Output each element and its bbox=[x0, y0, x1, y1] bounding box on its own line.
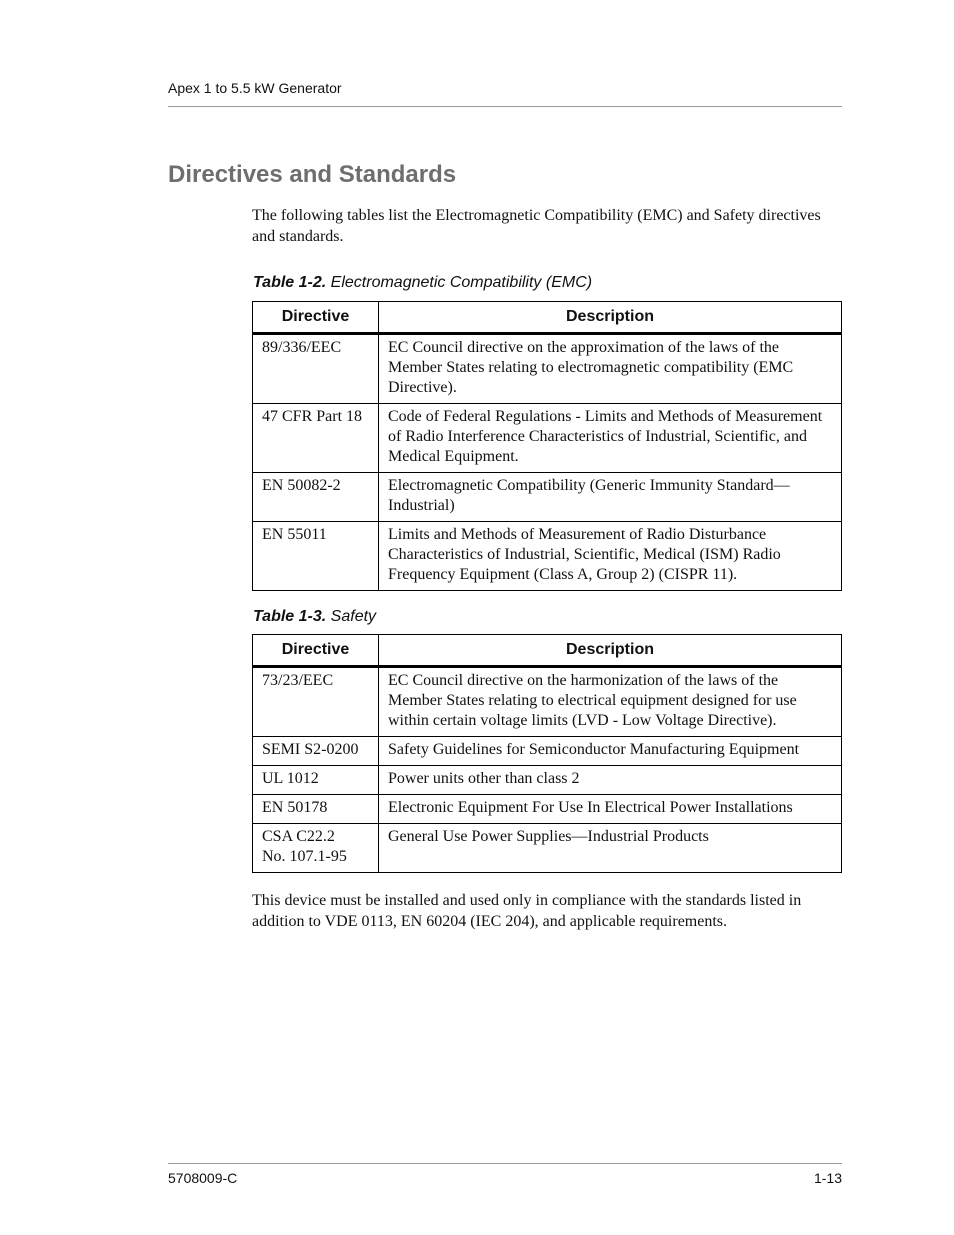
table-row bbox=[253, 766, 842, 795]
table-emc bbox=[252, 301, 842, 591]
table-row bbox=[253, 473, 842, 522]
table-safety bbox=[252, 634, 842, 873]
description-cell: Electronic Equipment For Use In Electrical Power Installations bbox=[379, 795, 842, 824]
section-title: Directives and Standards bbox=[168, 161, 457, 188]
directive-cell: EN 50178 bbox=[253, 795, 379, 824]
document-number: 5708009-C bbox=[168, 1170, 238, 1186]
column-header-description: Description bbox=[379, 635, 842, 667]
directive-cell: 89/336/EEC bbox=[253, 334, 379, 404]
directive-cell: 47 CFR Part 18 bbox=[253, 404, 379, 473]
table-emc-caption-number: Table 1-2. bbox=[253, 274, 327, 291]
directive-cell: EN 55011 bbox=[253, 522, 379, 591]
intro-paragraph: The following tables list the Electromagnetic Compatibility (EMC) and Safety directives and standards. bbox=[252, 207, 821, 245]
table-row bbox=[253, 737, 842, 766]
directive-cell: UL 1012 bbox=[253, 766, 379, 795]
directive-cell: 73/23/EEC bbox=[253, 667, 379, 737]
running-header: Apex 1 to 5.5 kW Generator bbox=[168, 80, 342, 96]
column-header-directive: Directive bbox=[253, 302, 379, 334]
directive-cell: CSA C22.2 No. 107.1-95 bbox=[253, 824, 379, 873]
description-cell: Code of Federal Regulations - Limits and Methods of Measurement of Radio Interference Characteristics of Industrial, Scientific, and Medical Equipment. bbox=[379, 404, 842, 473]
table-header-row bbox=[253, 302, 842, 334]
page-number: 1-13 bbox=[813, 1170, 842, 1186]
table-row bbox=[253, 667, 842, 737]
table-row bbox=[253, 522, 842, 591]
description-cell: Power units other than class 2 bbox=[379, 766, 842, 795]
table-safety-caption-text: Safety bbox=[330, 608, 377, 625]
table-emc-caption bbox=[253, 274, 592, 292]
description-cell: Limits and Methods of Measurement of Radio Disturbance Characteristics of Industrial, Scientific, Medical (ISM) Radio Frequency Equipment (Class A, Group 2) (CISPR 11). bbox=[379, 522, 842, 591]
directive-cell: EN 50082-2 bbox=[253, 473, 379, 522]
table-emc-caption-text: Electromagnetic Compatibility (EMC) bbox=[330, 274, 593, 291]
description-cell: Safety Guidelines for Semiconductor Manufacturing Equipment bbox=[379, 737, 842, 766]
description-cell: EC Council directive on the harmonization of the laws of the Member States relating to electrical equipment designed for use within certain voltage limits (LVD - Low Voltage Directive). bbox=[379, 667, 842, 737]
compliance-note: This device must be installed and used only in compliance with the standards listed in addition to VDE 0113, EN 60204 (IEC 204), and applicable requirements. bbox=[252, 892, 802, 930]
footer-rule bbox=[168, 1163, 842, 1164]
column-header-description: Description bbox=[379, 302, 842, 334]
description-cell: Electromagnetic Compatibility (Generic Immunity Standard—Industrial) bbox=[379, 473, 842, 522]
description-cell: EC Council directive on the approximation of the laws of the Member States relating to electromagnetic compatibility (EMC Directive). bbox=[379, 334, 842, 404]
table-row bbox=[253, 334, 842, 404]
directive-cell: SEMI S2-0200 bbox=[253, 737, 379, 766]
table-row bbox=[253, 824, 842, 873]
table-safety-caption-number: Table 1-3. bbox=[253, 608, 327, 625]
header-rule bbox=[168, 106, 842, 107]
table-row bbox=[253, 795, 842, 824]
table-safety-caption bbox=[253, 608, 376, 626]
table-header-row bbox=[253, 635, 842, 667]
table-row bbox=[253, 404, 842, 473]
description-cell: General Use Power Supplies—Industrial Products bbox=[379, 824, 842, 873]
column-header-directive: Directive bbox=[253, 635, 379, 667]
